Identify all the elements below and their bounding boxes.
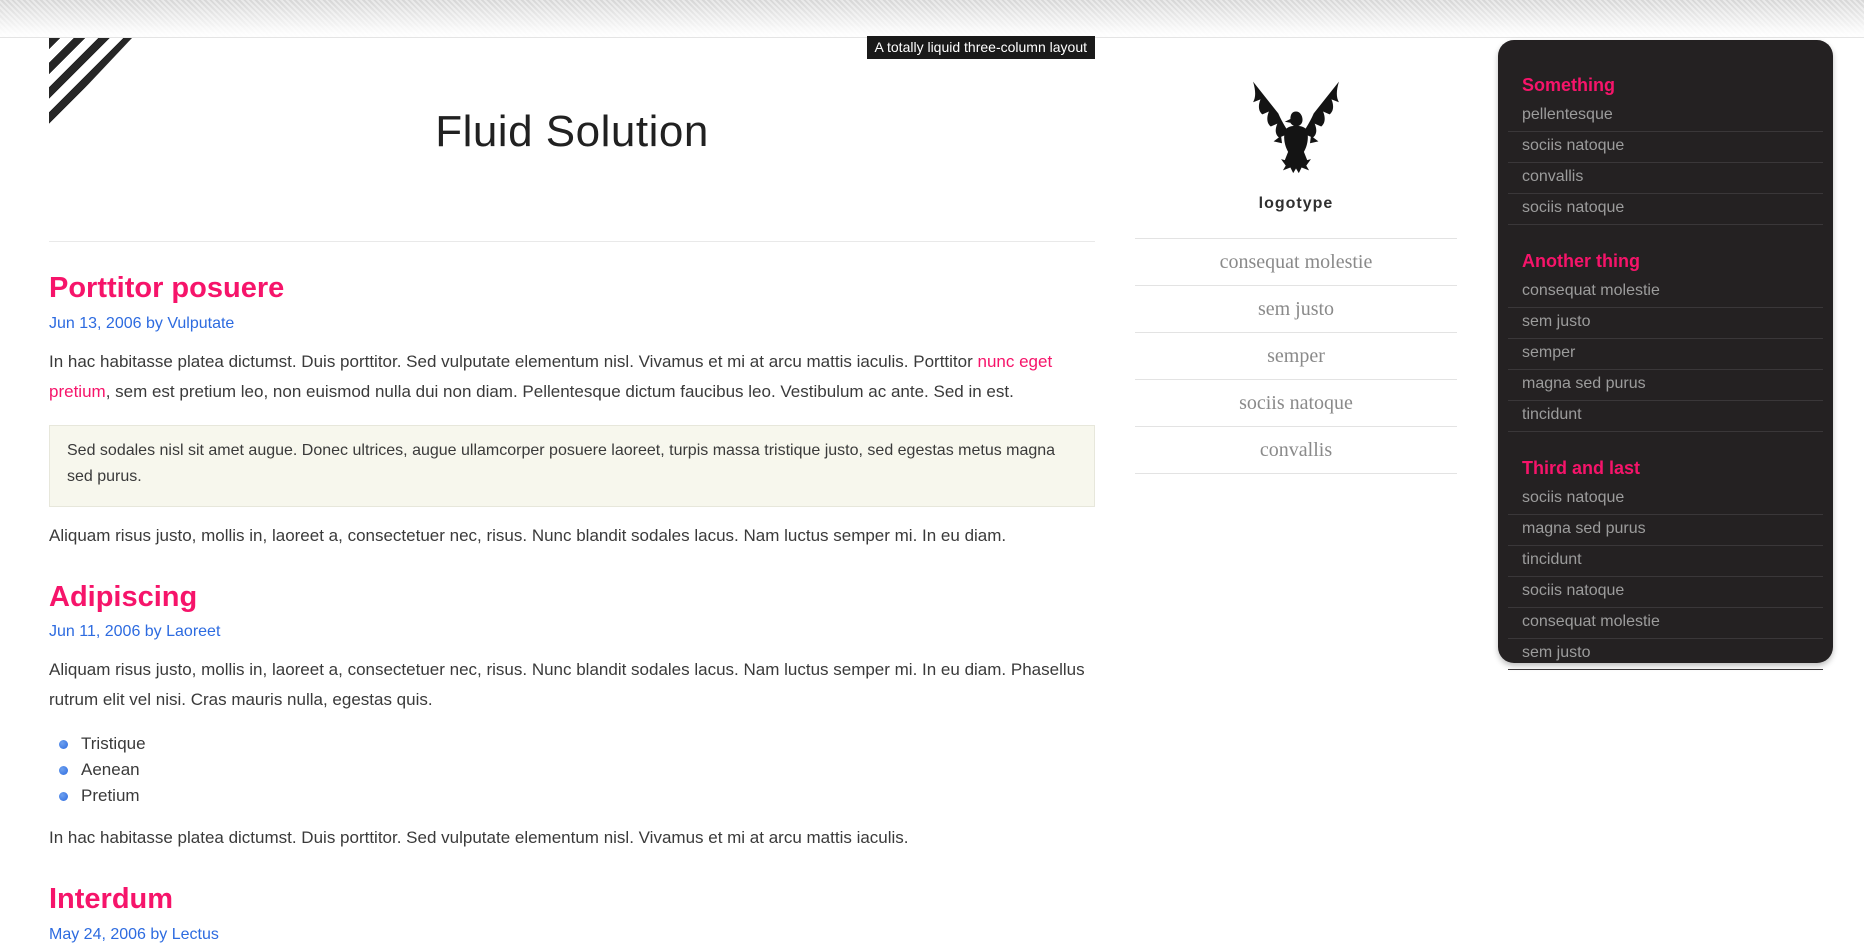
post-meta [49, 926, 1095, 944]
menu-item[interactable]: sociis natoque [1135, 380, 1457, 427]
post-interdum [49, 884, 1095, 943]
middle-menu [1135, 238, 1457, 474]
post-title: Interdum [49, 883, 174, 916]
menu-item[interactable]: semper [1135, 333, 1457, 380]
sidebar-link[interactable]: pellentesque [1508, 101, 1823, 132]
post-meta [49, 315, 1095, 333]
sidebar-link[interactable]: sem justo [1508, 639, 1823, 670]
tagline-banner: A totally liquid three-column layout [867, 36, 1095, 59]
sidebar-link-list [1508, 277, 1823, 432]
header-divider [49, 241, 1095, 242]
bullet-list [49, 731, 1095, 809]
sidebar-link[interactable]: sociis natoque [1508, 132, 1823, 163]
sidebar-link[interactable]: magna sed purus [1508, 515, 1823, 546]
post-date: Jun 11, 2006 by [49, 623, 167, 641]
sidebar-link[interactable]: magna sed purus [1508, 370, 1823, 401]
list-item: Pretium [59, 783, 1095, 809]
sidebar-link[interactable]: sociis natoque [1508, 194, 1823, 225]
post-title: Porttitor posuere [49, 272, 285, 305]
sidebar-link[interactable]: tincidunt [1508, 401, 1823, 432]
author-link[interactable]: Lectus [171, 925, 219, 943]
logo[interactable] [1135, 37, 1457, 238]
post-paragraph: Aliquam risus justo, mollis in, laoreet a, consectetuer nec, risus. Nunc blandit sodales lacus. Nam luctus semper mi. In eu diam. [49, 525, 1007, 545]
menu-item[interactable]: convallis [1135, 427, 1457, 474]
list-item: Aenean [59, 757, 1095, 783]
post-paragraph: Aliquam risus justo, mollis in, laoreet a, consectetuer nec, risus. Nunc blandit sodales lacus. Nam luctus semper mi. In eu diam. Phasellus rutrum elit vel nisi. Cras mauris nulla, egestas quis. [49, 660, 1085, 710]
sidebar-link[interactable]: sem justo [1508, 308, 1823, 339]
menu-item[interactable]: sem justo [1135, 286, 1457, 333]
post-adipiscing [49, 582, 1095, 853]
author-link[interactable]: Laoreet [166, 623, 221, 641]
sidebar [1498, 40, 1833, 663]
author-link[interactable]: Vulputate [167, 314, 235, 332]
sidebar-section-another-thing [1498, 251, 1833, 432]
post-date: Jun 13, 2006 by [49, 314, 168, 332]
sidebar-section-something [1498, 75, 1833, 225]
paragraph-text: , sem est pretium leo, non euismod nulla dui non diam. Pellentesque dictum faucibus leo. Vestibulum ac ante. Sed in est. [105, 381, 1014, 401]
sidebar-heading: Another thing [1522, 251, 1640, 271]
sidebar-link-list [1508, 101, 1823, 225]
post-title: Adipiscing [49, 580, 198, 613]
eagle-logo-icon [1240, 74, 1352, 192]
sidebar-link-list [1508, 484, 1823, 670]
sidebar-heading: Something [1522, 75, 1615, 95]
sidebar-link[interactable]: consequat molestie [1508, 277, 1823, 308]
site-title: Fluid Solution [435, 107, 709, 156]
sidebar-link[interactable]: convallis [1508, 163, 1823, 194]
sidebar-link[interactable]: semper [1508, 339, 1823, 370]
sidebar-link[interactable]: sociis natoque [1508, 484, 1823, 515]
middle-column [1135, 37, 1457, 474]
inline-link[interactable]: nunc eget pretium [49, 351, 1053, 401]
post-paragraph: In hac habitasse platea dictumst. Duis porttitor. Sed vulputate elementum nisl. Vivamus et mi at arcu mattis iaculis. [49, 828, 909, 848]
quote-box: Sed sodales nisl sit amet augue. Donec ultrices, augue ullamcorper posuere laoreet, turpis massa tristique justo, sed egestas metus magna sed purus. [49, 425, 1095, 507]
post-meta [49, 623, 1095, 641]
sidebar-link[interactable]: sociis natoque [1508, 577, 1823, 608]
sidebar-section-third-and-last [1498, 458, 1833, 670]
post-paragraph [49, 347, 1095, 407]
sidebar-link[interactable]: tincidunt [1508, 546, 1823, 577]
paragraph-text: In hac habitasse platea dictumst. Duis porttitor. Sed vulputate elementum nisl. Vivamus et mi at arcu mattis iaculis. Porttitor [49, 351, 978, 371]
post-date: May 24, 2006 by [49, 925, 172, 943]
main-column [49, 37, 1095, 944]
top-gradient-band [0, 0, 1864, 38]
logotype-label: logotype [1258, 195, 1334, 212]
list-item: Tristique [59, 731, 1095, 757]
menu-item[interactable]: consequat molestie [1135, 239, 1457, 286]
post-porttitor-posuere [49, 273, 1095, 550]
sidebar-heading: Third and last [1522, 458, 1641, 478]
sidebar-link[interactable]: consequat molestie [1508, 608, 1823, 639]
